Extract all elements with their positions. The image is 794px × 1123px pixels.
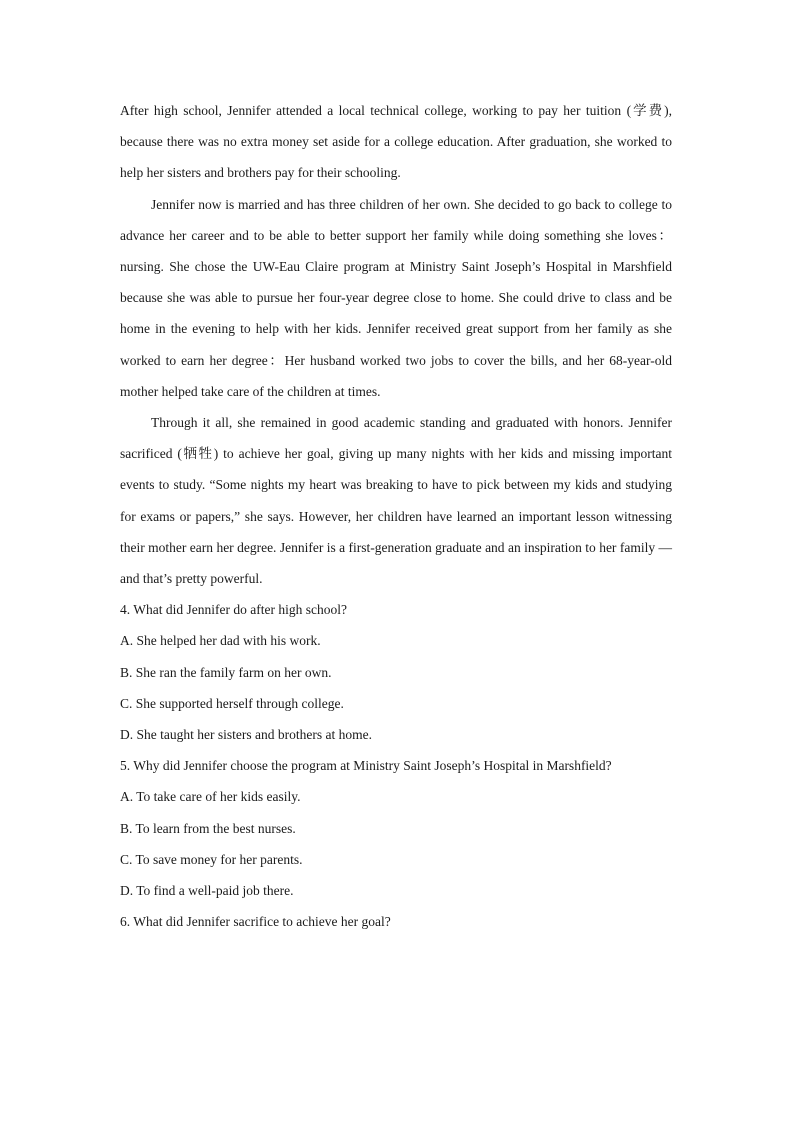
- question-5-option-b: B. To learn from the best nurses.: [120, 820, 296, 836]
- question-4-option-c: C. She supported herself through college.: [120, 695, 344, 711]
- passage-paragraph-2: Jennifer now is married and has three children of her own. She decided to go back to college to advance her career and to be able to better support her family while doing something she loves：nursing. She chose the UW-Eau Claire program at Ministry Saint Joseph’s Hospital in Marshfield because she was able to pursue her four-year degree close to home. She could drive to class and be home in the evening to help with her kids. Jennifer received great support from her family as she worked to earn her degree：Her husband worked two jobs to cover the bills, and her 68-year-old mother helped take care of the children at times.: [120, 196, 672, 399]
- question-4: [120, 594, 672, 750]
- question-6-stem: 6. What did Jennifer sacrifice to achieve her goal?: [120, 914, 391, 930]
- question-5-option-c: C. To save money for her parents.: [120, 851, 303, 867]
- document-body: [120, 95, 672, 937]
- question-4-option-a: A. She helped her dad with his work.: [120, 633, 321, 649]
- question-5-option-d: D. To find a well-paid job there.: [120, 883, 294, 899]
- question-5-stem: 5. Why did Jennifer choose the program at Ministry Saint Joseph’s Hospital in Marshfield?: [120, 758, 612, 774]
- question-4-option-d: D. She taught her sisters and brothers at home.: [120, 727, 372, 743]
- question-5-option-a: A. To take care of her kids easily.: [120, 789, 301, 805]
- question-5: [120, 750, 672, 906]
- question-6: [120, 906, 672, 937]
- passage-paragraph-1: After high school, Jennifer attended a local technical college, working to pay her tuition (学费), because there was no extra money set aside for a college education. After graduation, she worked to help her sisters and brothers pay for their schooling.: [120, 103, 672, 181]
- question-4-stem: 4. What did Jennifer do after high school?: [120, 602, 347, 618]
- passage-paragraph-3: Through it all, she remained in good academic standing and graduated with honors. Jennifer sacrificed (牺牲) to achieve her goal, giving up many nights with her kids and missing important events to study. “Some nights my heart was breaking to have to pick between my kids and studying for exams or papers,” she says. However, her children have learned an important lesson witnessing their mother earn her degree. Jennifer is a first-generation graduate and an inspiration to her family —and that’s pretty powerful.: [120, 415, 672, 587]
- question-4-option-b: B. She ran the family farm on her own.: [120, 664, 332, 680]
